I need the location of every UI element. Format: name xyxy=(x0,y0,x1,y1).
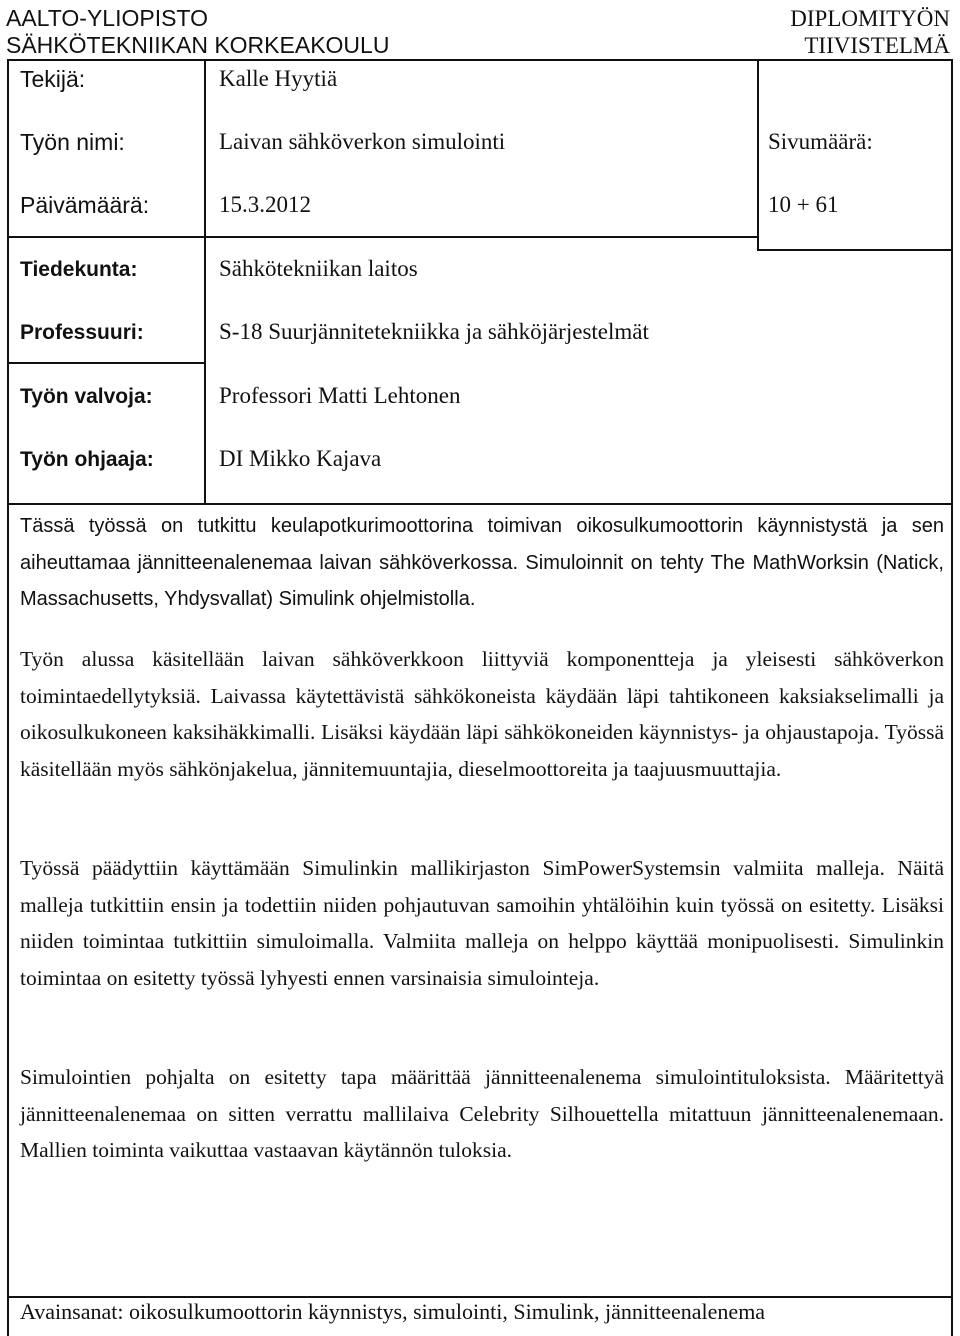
faculty-label: Tiedekunta: xyxy=(20,258,138,281)
abstract-paragraph-1: Tässä työssä on tutkittu keulapotkurimoottorina toimivan oikosulkumoottorin käynnistystä ja sen aiheuttamaa jännitteenalenemaa laivan sähköverkossa. Simuloinnit on tehty The MathWorksin (Natick, Massachusetts, Yhdysvallat) Simulink ohjelmistolla. xyxy=(20,515,944,610)
supervisor-row-divider xyxy=(7,362,206,364)
title-value: Laivan sähköverkon simulointi xyxy=(219,129,506,154)
date-value: 15.3.2012 xyxy=(219,192,311,217)
author-value: Kalle Hyytiä xyxy=(219,66,338,91)
instructor-label: Työn ohjaaja: xyxy=(20,448,154,471)
professorship-value: S-18 Suurjännitetekniikka ja sähköjärjestelmät xyxy=(219,319,649,344)
keywords-line: Avainsanat: oikosulkumoottorin käynnistys, simulointi, Simulink, jännitteenalenema xyxy=(20,1299,766,1324)
faculty-row-divider xyxy=(7,236,758,238)
professorship-label: Professuuri: xyxy=(20,321,144,344)
supervisor-value: Professori Matti Lehtonen xyxy=(219,383,461,408)
faculty-value: Sähkötekniikan laitos xyxy=(219,256,418,281)
fields-bottom-border xyxy=(7,503,953,505)
abstract-paragraph-2: Työn alussa käsitellään laivan sähköverkkoon liittyviä komponentteja ja yleisesti sähköverkon toimintaedellytyksiä. Laivassa käytettävistä sähkökoneista käydään läpi tahtikoneen kaksiakselimalli ja oikosulkukoneen kaksihäkkimalli. Lisäksi käydään läpi sähkökoneiden käynnistys- ja ohjaustapoja. Työssä käsitellään myös sähkönjakelua, jännitemuuntajia, dieselmoottoreita ja taajuusmuuttajia. xyxy=(20,647,944,781)
doc-type-line2: TIIVISTELMÄ xyxy=(804,33,950,58)
frame-top-border xyxy=(7,59,953,61)
pages-column-divider xyxy=(757,59,759,250)
keywords-top-border xyxy=(7,1296,953,1298)
label-column-divider xyxy=(204,59,206,505)
instructor-value: DI Mikko Kajava xyxy=(219,446,382,471)
date-label: Päivämäärä: xyxy=(20,192,150,218)
title-label: Työn nimi: xyxy=(20,129,125,155)
author-label: Tekijä: xyxy=(20,66,86,92)
abstract-paragraph-4: Simulointien pohjalta on esitetty tapa määrittää jännitteenalenema simulointituloksista. Määritettyä jännitteenalenemaa on sitten verrattu mallilaiva Celebrity Silhouettella mitattuun jännitteenalenemaan. Mallien toiminta vaikuttaa vastaavan käytännön tuloksia. xyxy=(20,1065,944,1162)
doc-type-line1: DIPLOMITYÖN xyxy=(790,6,950,31)
pages-label: Sivumäärä: xyxy=(768,129,873,154)
university-name: AALTO-YLIOPISTO xyxy=(6,5,208,31)
abstract-paragraph-3: Työssä päädyttiin käyttämään Simulinkin mallikirjaston SimPowerSystemsin valmiita malleja. Näitä malleja tutkittiin ensin ja todettiin niiden pohjautuvan samoihin yhtälöihin kuin työssä on esitetty. Lisäksi niiden toimintaa tutkittiin simuloimalla. Valmiita malleja on helppo käyttää monipuolisesti. Simulinkin toimintaa on esitetty työssä lyhyesti ennen varsinaisia simulointeja. xyxy=(20,856,944,990)
school-name: SÄHKÖTEKNIIKAN KORKEAKOULU xyxy=(6,32,390,58)
pages-box-bottom xyxy=(757,249,953,251)
supervisor-label: Työn valvoja: xyxy=(20,385,153,408)
frame-left-border xyxy=(7,59,9,1336)
pages-value: 10 + 61 xyxy=(768,192,839,217)
